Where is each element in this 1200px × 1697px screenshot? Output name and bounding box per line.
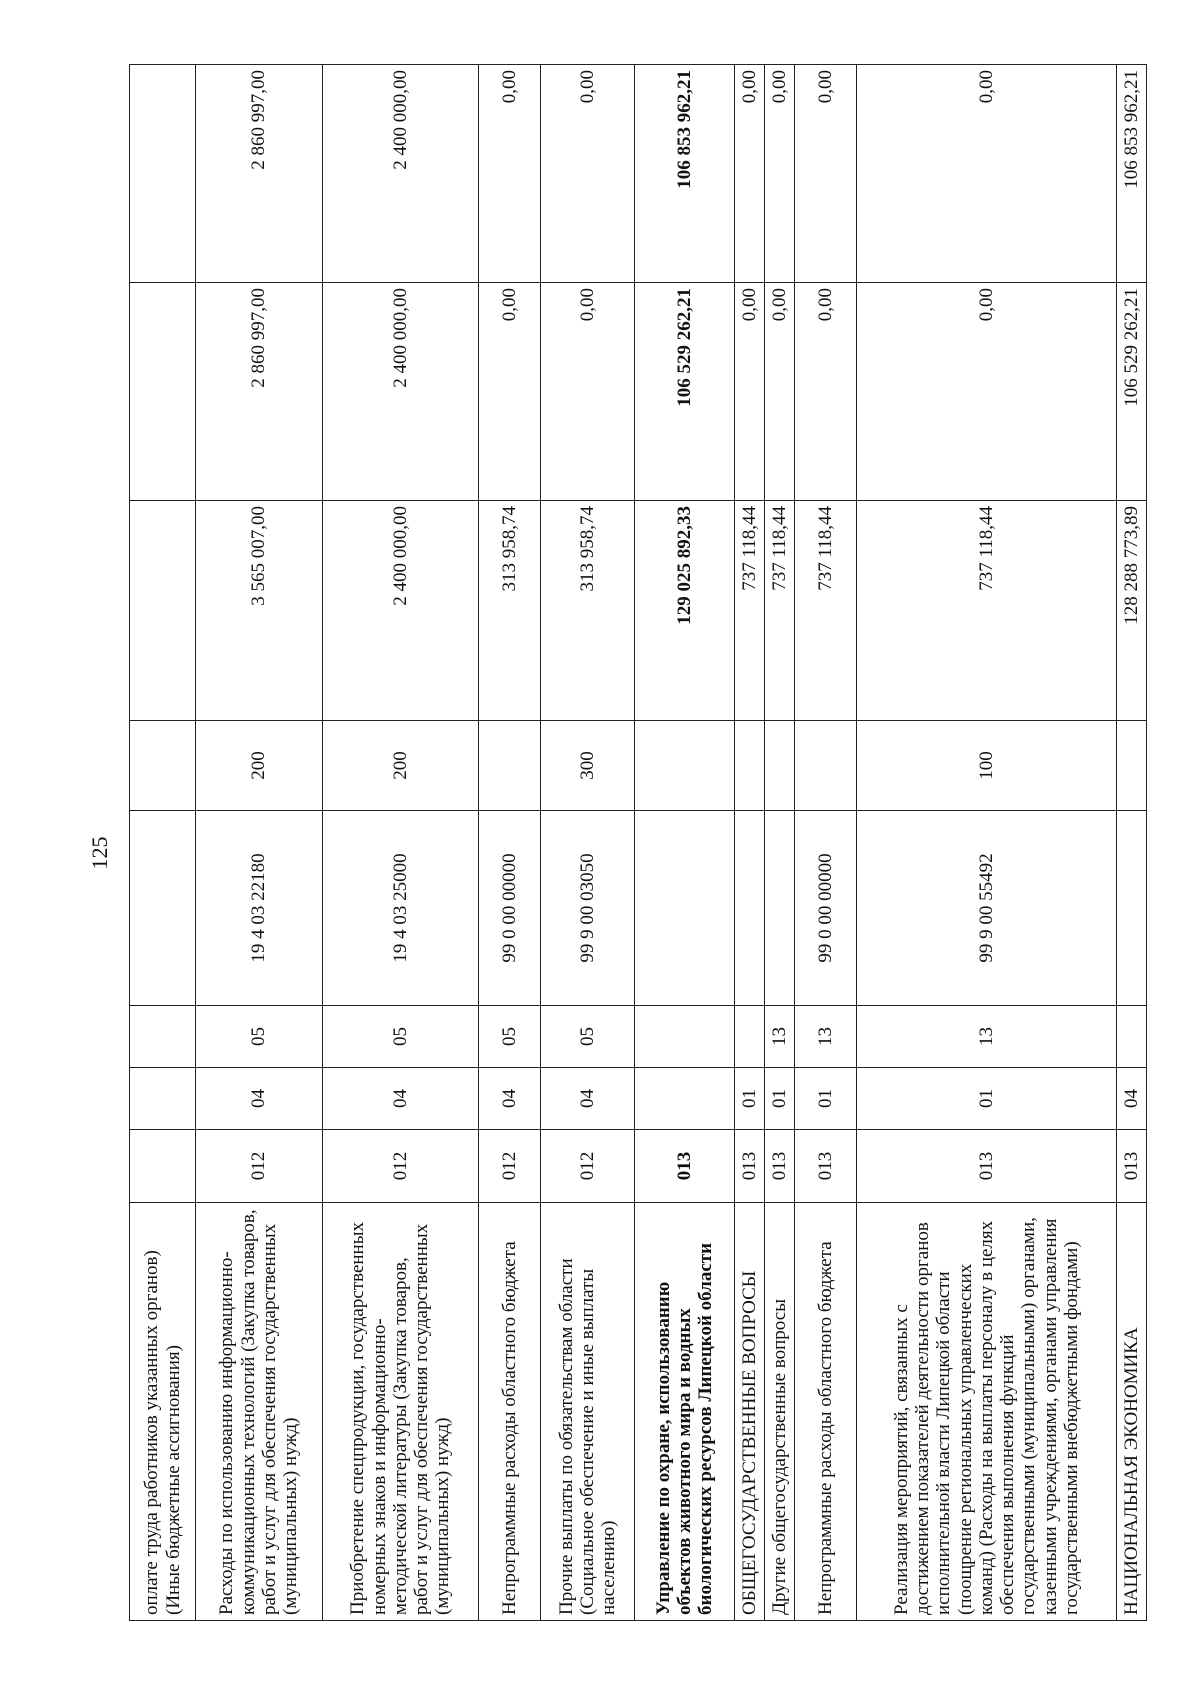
row-rz-cell [635, 1068, 735, 1130]
row-rz-cell: 01 [795, 1068, 857, 1130]
table-row [635, 65, 735, 1621]
row-sum-2024-cell: 0,00 [765, 65, 795, 283]
row-vr-cell: 200 [196, 721, 323, 811]
row-name-cell: Непрограммные расходы областного бюджета [479, 1203, 541, 1621]
row-csr-cell: 19 4 03 22180 [196, 811, 323, 1006]
row-pr-cell: 05 [323, 1006, 479, 1068]
row-ved-cell: 013 [765, 1130, 795, 1203]
row-sum-2022-cell: 2 400 000,00 [323, 501, 479, 721]
row-csr-cell: 99 9 00 55492 [857, 811, 1117, 1006]
row-vr-cell [735, 721, 765, 811]
table-row [1117, 65, 1147, 1621]
row-ved-cell: 013 [1117, 1130, 1147, 1203]
row-csr-cell [765, 811, 795, 1006]
row-ved-cell [130, 1130, 196, 1203]
row-pr-cell: 05 [541, 1006, 635, 1068]
row-sum-2023-cell: 0,00 [857, 283, 1117, 501]
table-body [130, 65, 1147, 1621]
row-ved-cell: 013 [795, 1130, 857, 1203]
row-sum-2023-cell [130, 283, 196, 501]
row-rz-cell: 04 [541, 1068, 635, 1130]
row-sum-2024-cell: 2 400 000,00 [323, 65, 479, 283]
table-row [479, 65, 541, 1621]
row-sum-2024-cell: 0,00 [857, 65, 1117, 283]
row-sum-2022-cell: 737 118,44 [857, 501, 1117, 721]
row-csr-cell [735, 811, 765, 1006]
row-pr-cell [1117, 1006, 1147, 1068]
row-name-cell: Расходы по использованию информационно-коммуникационных технологий (Закупка товаров, работ и услуг для обеспечения государственных (муниципальных) нужд) [196, 1203, 323, 1621]
row-vr-cell [635, 721, 735, 811]
row-pr-cell [635, 1006, 735, 1068]
row-rz-cell: 04 [1117, 1068, 1147, 1130]
row-name-cell: Прочие выплаты по обязательствам области (Социальное обеспечение и иные выплаты населению) [541, 1203, 635, 1621]
table-row [541, 65, 635, 1621]
row-ved-cell: 013 [635, 1130, 735, 1203]
row-sum-2024-cell: 2 860 997,00 [196, 65, 323, 283]
row-sum-2023-cell: 106 529 262,21 [635, 283, 735, 501]
row-sum-2023-cell: 0,00 [735, 283, 765, 501]
row-sum-2024-cell: 0,00 [479, 65, 541, 283]
row-pr-cell: 13 [765, 1006, 795, 1068]
row-sum-2022-cell [130, 501, 196, 721]
row-vr-cell [130, 721, 196, 811]
row-sum-2022-cell: 129 025 892,33 [635, 501, 735, 721]
row-csr-cell: 19 4 03 25000 [323, 811, 479, 1006]
page-number: 125 [87, 836, 112, 870]
budget-table-wrapper [129, 65, 1142, 1621]
row-name-cell: НАЦИОНАЛЬНАЯ ЭКОНОМИКА [1117, 1203, 1147, 1621]
row-vr-cell [479, 721, 541, 811]
row-sum-2023-cell: 0,00 [765, 283, 795, 501]
table-row [323, 65, 479, 1621]
table-row [795, 65, 857, 1621]
row-pr-cell [735, 1006, 765, 1068]
row-sum-2022-cell: 128 288 773,89 [1117, 501, 1147, 721]
row-pr-cell: 13 [857, 1006, 1117, 1068]
row-sum-2023-cell: 2 400 000,00 [323, 283, 479, 501]
row-csr-cell: 99 9 00 03050 [541, 811, 635, 1006]
row-pr-cell [130, 1006, 196, 1068]
table-row [765, 65, 795, 1621]
row-sum-2022-cell: 737 118,44 [795, 501, 857, 721]
row-sum-2023-cell: 2 860 997,00 [196, 283, 323, 501]
row-ved-cell: 013 [735, 1130, 765, 1203]
row-ved-cell: 012 [196, 1130, 323, 1203]
table-row [130, 65, 196, 1621]
row-pr-cell: 05 [479, 1006, 541, 1068]
row-rz-cell: 01 [735, 1068, 765, 1130]
row-name-cell: ОБЩЕГОСУДАРСТВЕННЫЕ ВОПРОСЫ [735, 1203, 765, 1621]
row-name-cell: Непрограммные расходы областного бюджета [795, 1203, 857, 1621]
row-name-cell: Управление по охране, использованию объектов животного мира и водных биологических ресурсов Липецкой области [635, 1203, 735, 1621]
row-rz-cell: 04 [196, 1068, 323, 1130]
row-name-cell: Реализация мероприятий, связанных с достижением показателей деятельности органов исполнительной власти Липецкой области (поощрение региональных управленческих команд) (Расходы на выплаты персоналу в целях обеспечения выполнения функций государственными (муниципальными) органами, казенными учреждениями, органами управления государственными внебюджетными фондами) [857, 1203, 1117, 1621]
row-rz-cell: 04 [479, 1068, 541, 1130]
row-rz-cell [130, 1068, 196, 1130]
row-ved-cell: 013 [857, 1130, 1117, 1203]
row-name-cell: Другие общегосударственные вопросы [765, 1203, 795, 1621]
row-sum-2024-cell: 106 853 962,21 [1117, 65, 1147, 283]
row-sum-2022-cell: 737 118,44 [735, 501, 765, 721]
budget-table [129, 64, 1147, 1621]
table-row [735, 65, 765, 1621]
row-name-cell: оплате труда работников указанных органов) (Иные бюджетные ассигнования) [130, 1203, 196, 1621]
row-csr-cell: 99 0 00 00000 [479, 811, 541, 1006]
row-sum-2023-cell: 0,00 [541, 283, 635, 501]
row-sum-2024-cell: 106 853 962,21 [635, 65, 735, 283]
row-rz-cell: 01 [857, 1068, 1117, 1130]
row-pr-cell: 05 [196, 1006, 323, 1068]
row-vr-cell: 300 [541, 721, 635, 811]
row-vr-cell [795, 721, 857, 811]
row-sum-2023-cell: 0,00 [479, 283, 541, 501]
row-csr-cell [130, 811, 196, 1006]
row-sum-2024-cell: 0,00 [735, 65, 765, 283]
row-sum-2024-cell: 0,00 [541, 65, 635, 283]
row-csr-cell [635, 811, 735, 1006]
row-ved-cell: 012 [541, 1130, 635, 1203]
row-vr-cell: 200 [323, 721, 479, 811]
row-vr-cell [765, 721, 795, 811]
row-sum-2022-cell: 737 118,44 [765, 501, 795, 721]
row-vr-cell [1117, 721, 1147, 811]
row-ved-cell: 012 [323, 1130, 479, 1203]
row-rz-cell: 01 [765, 1068, 795, 1130]
row-csr-cell: 99 0 00 00000 [795, 811, 857, 1006]
row-rz-cell: 04 [323, 1068, 479, 1130]
row-csr-cell [1117, 811, 1147, 1006]
row-sum-2024-cell [130, 65, 196, 283]
row-sum-2023-cell: 0,00 [795, 283, 857, 501]
row-sum-2022-cell: 3 565 007,00 [196, 501, 323, 721]
row-name-cell: Приобретение спецпродукции, государственных номерных знаков и информационно-методической литературы (Закупка товаров, работ и услуг для обеспечения государственных (муниципальных) нужд) [323, 1203, 479, 1621]
row-sum-2022-cell: 313 958,74 [541, 501, 635, 721]
row-sum-2024-cell: 0,00 [795, 65, 857, 283]
row-ved-cell: 012 [479, 1130, 541, 1203]
table-row [196, 65, 323, 1621]
table-row [857, 65, 1117, 1621]
row-sum-2023-cell: 106 529 262,21 [1117, 283, 1147, 501]
row-pr-cell: 13 [795, 1006, 857, 1068]
row-sum-2022-cell: 313 958,74 [479, 501, 541, 721]
row-vr-cell: 100 [857, 721, 1117, 811]
